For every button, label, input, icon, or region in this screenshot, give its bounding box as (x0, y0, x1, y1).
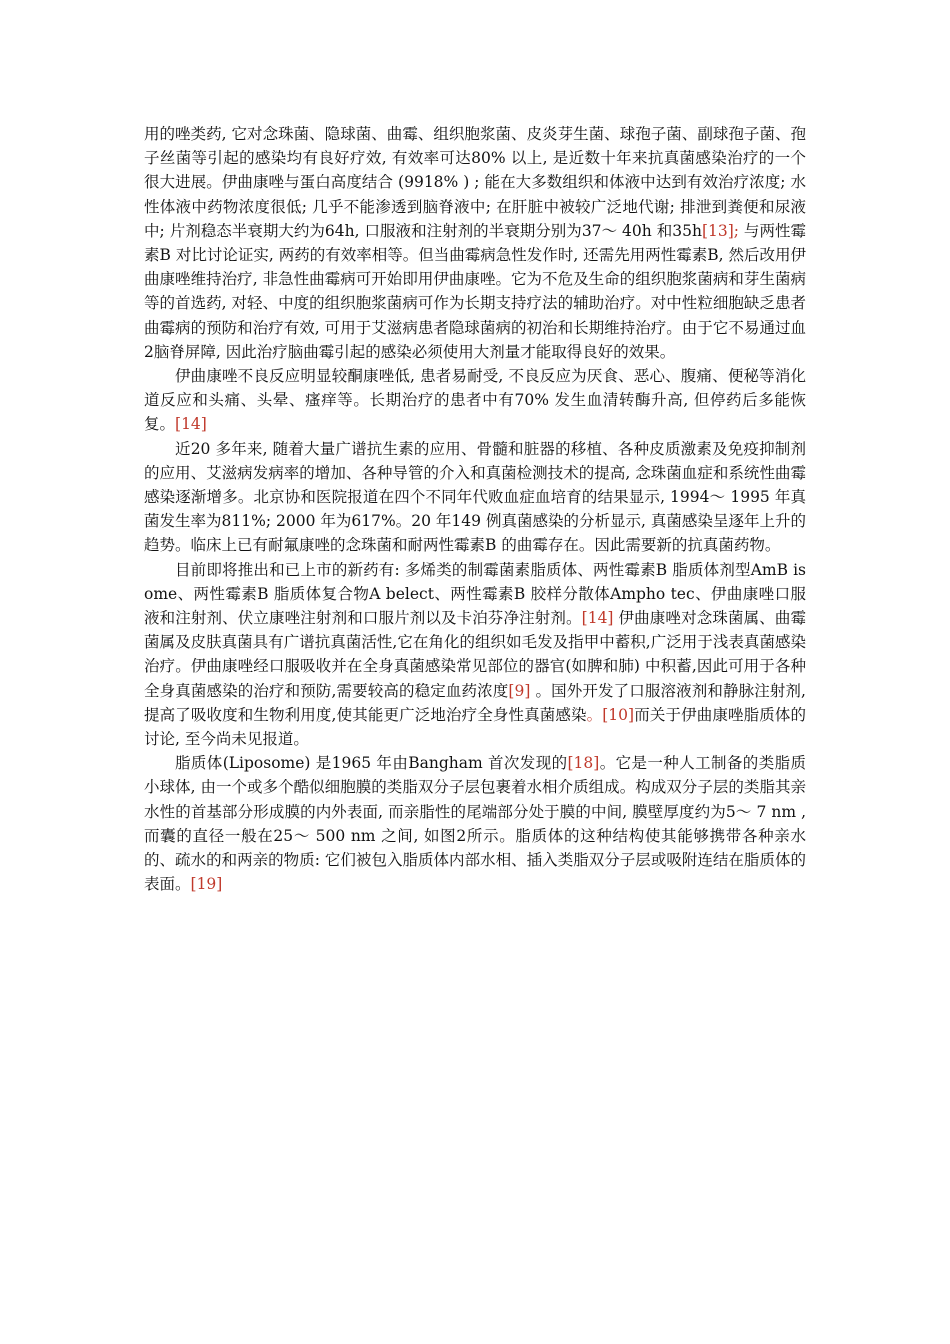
paragraph-text: 伊曲康唑不良反应明显较酮康唑低, 患者易耐受, 不良反应为厌食、恶心、腹痛、便秘等消化道反应和头痛、头晕、瘙痒等。长期治疗的患者中有70% 发生血清转酶升高, 但停药后多能恢复。 (144, 367, 806, 434)
citation-link[interactable]: [13]; (701, 221, 739, 240)
paragraph-4 (144, 558, 806, 752)
paragraph-5 (144, 751, 806, 896)
paragraph-text: 用的唑类药, 它对念珠菌、隐球菌、曲霉、组织胞浆菌、皮炎芽生菌、球孢子菌、副球孢子菌、孢子丝菌等引起的感染均有良好疗效, 有效率可达80% 以上, 是近数十年来抗真菌感染治疗的一个很大进展。伊曲康唑与蛋白高度结合 (9918% ) ; 能在大多数组织和体液中达到有效治疗浓度; 水性体液中药物浓度很低; 几乎不能渗透到脑脊液中; 在肝脏中被较广泛地代谢; 排泄到粪便和尿液中; 片剂稳态半衰期大约为64h, 口服液和注射剂的半衰期分别为37～ 40h 和35h (144, 125, 806, 240)
paragraph-text: 与两性霉素B 对比讨论证实, 两药的有效率相等。但当曲霉病急性发作时, 还需先用两性霉素B, 然后改用伊曲康唑维持治疗, 非急性曲霉病可开始即用伊曲康唑。它为不危及生命的组织胞浆菌病和芽生菌病等的首选药, 对轻、中度的组织胞浆菌病可作为长期支持疗法的辅助治疗。对中性粒细胞缺乏患者曲霉病的预防和治疗有效, 可用于艾滋病患者隐球菌病的初治和长期维持治疗。由于它不易通过血2脑脊屏障, 因此治疗脑曲霉引起的感染必须使用大剂量才能取得良好的效果。 (144, 221, 807, 361)
paragraph-text: 脂质体(Liposome) 是1965 年由Bangham 首次发现的 (175, 754, 568, 773)
paragraph-text: 。国外开发了口服溶液剂和静脉注射剂,提高了吸收度和生物利用度,使其能更广泛地治疗全身性真菌感染 (144, 681, 806, 724)
document-body (144, 122, 806, 897)
citation-link[interactable]: [9] (508, 681, 531, 700)
paragraph-text: 。它是一种人工制备的类脂质小球体, 由一个或多个酷似细胞膜的类脂双分子层包裹着水相介质组成。构成双分子层的类脂其亲水性的首基部分形成膜的内外表面, 而亲脂性的尾端部分处于膜的中间, 膜壁厚度约为5～ 7 nm , 而囊的直径一般在25～ 500 nm 之间, 如图2所示。脂质体的这种结构使其能够携带各种亲水的、疏水的和两亲的物质: 它们被包入脂质体内部水相、插入类脂双分子层或吸附连结在脂质体的表面。 (144, 754, 806, 894)
citation-link[interactable]: [18] (567, 754, 600, 773)
paragraph-text: 而关于伊曲康唑脂质体的讨论, 至今尚未见报道。 (144, 705, 806, 749)
paragraph-1 (144, 122, 806, 364)
citation-link[interactable]: 。[10] (586, 705, 635, 724)
paragraph-text: 伊曲康唑对念珠菌属、曲霉菌属及皮肤真菌具有广谱抗真菌活性,它在角化的组织如毛发及指甲中蓄积,广泛用于浅表真菌感染治疗。伊曲康唑经口服吸收并在全身真菌感染常见部位的器官(如脾和肺) 中积蓄,因此可用于各种全身真菌感染的治疗和预防,需要较高的稳定血药浓度 (144, 609, 806, 700)
paragraph-text: 近20 多年来, 随着大量广谱抗生素的应用、骨髓和脏器的移植、各种皮质激素及免疫抑制剂的应用、艾滋病发病率的增加、各种导管的介入和真菌检测技术的提高, 念珠菌血症和系统性曲霉感染逐渐增多。北京协和医院报道在四个不同年代败血症血培育的结果显示, 1994～ 1995 年真菌发生率为811%; 2000 年为617%。20 年149 例真菌感染的分析显示, 真菌感染呈逐年上升的趋势。临床上已有耐氟康唑的念珠菌和耐两性霉素B 的曲霉存在。因此需要新的抗真菌药物。 (144, 439, 806, 555)
citation-link[interactable]: [14] (175, 415, 207, 434)
paragraph-3 (144, 437, 806, 558)
citation-link[interactable]: [14] (581, 609, 614, 628)
paragraph-text: 目前即将推出和已上市的新药有: 多烯类的制霉菌素脂质体、两性霉素B 脂质体剂型AmB isome、两性霉素B 脂质体复合物A belect、两性霉素B 胶样分散体Ampho tec、伊曲康唑口服液和注射剂、伏立康唑注射剂和口服片剂以及卡泊芬净注射剂。 (144, 560, 806, 628)
paragraph-2 (144, 364, 806, 437)
citation-link[interactable]: [19] (190, 875, 223, 894)
